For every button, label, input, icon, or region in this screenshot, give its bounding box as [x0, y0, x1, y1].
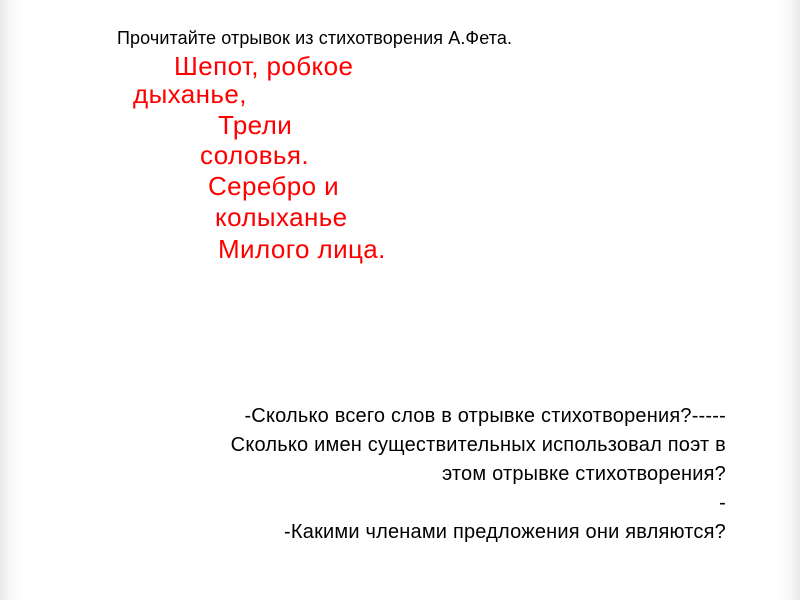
question-line-2: Сколько имен существительных использовал поэт в	[230, 434, 726, 456]
poem-line-1: Шепот, робкое	[174, 51, 354, 81]
question-line-1: -Сколько всего слов в отрывке стихотворения?-----	[244, 405, 726, 427]
question-line-4: -	[719, 492, 726, 514]
intro-text: Прочитайте отрывок из стихотворения А.Фета.	[117, 28, 513, 48]
question-line-5: -Какими членами предложения они являются?	[284, 521, 726, 543]
poem-line-4: соловья.	[200, 140, 309, 170]
poem-line-2: дыханье,	[133, 79, 247, 109]
poem-line-3: Трели	[218, 110, 293, 140]
poem-line-5: Серебро и	[208, 171, 340, 201]
poem-line-6: колыханье	[215, 202, 348, 232]
questions-block	[86, 402, 726, 547]
question-line-3: этом отрывке стихотворения?	[441, 463, 726, 485]
poem-line-7: Милого лица.	[218, 234, 386, 264]
